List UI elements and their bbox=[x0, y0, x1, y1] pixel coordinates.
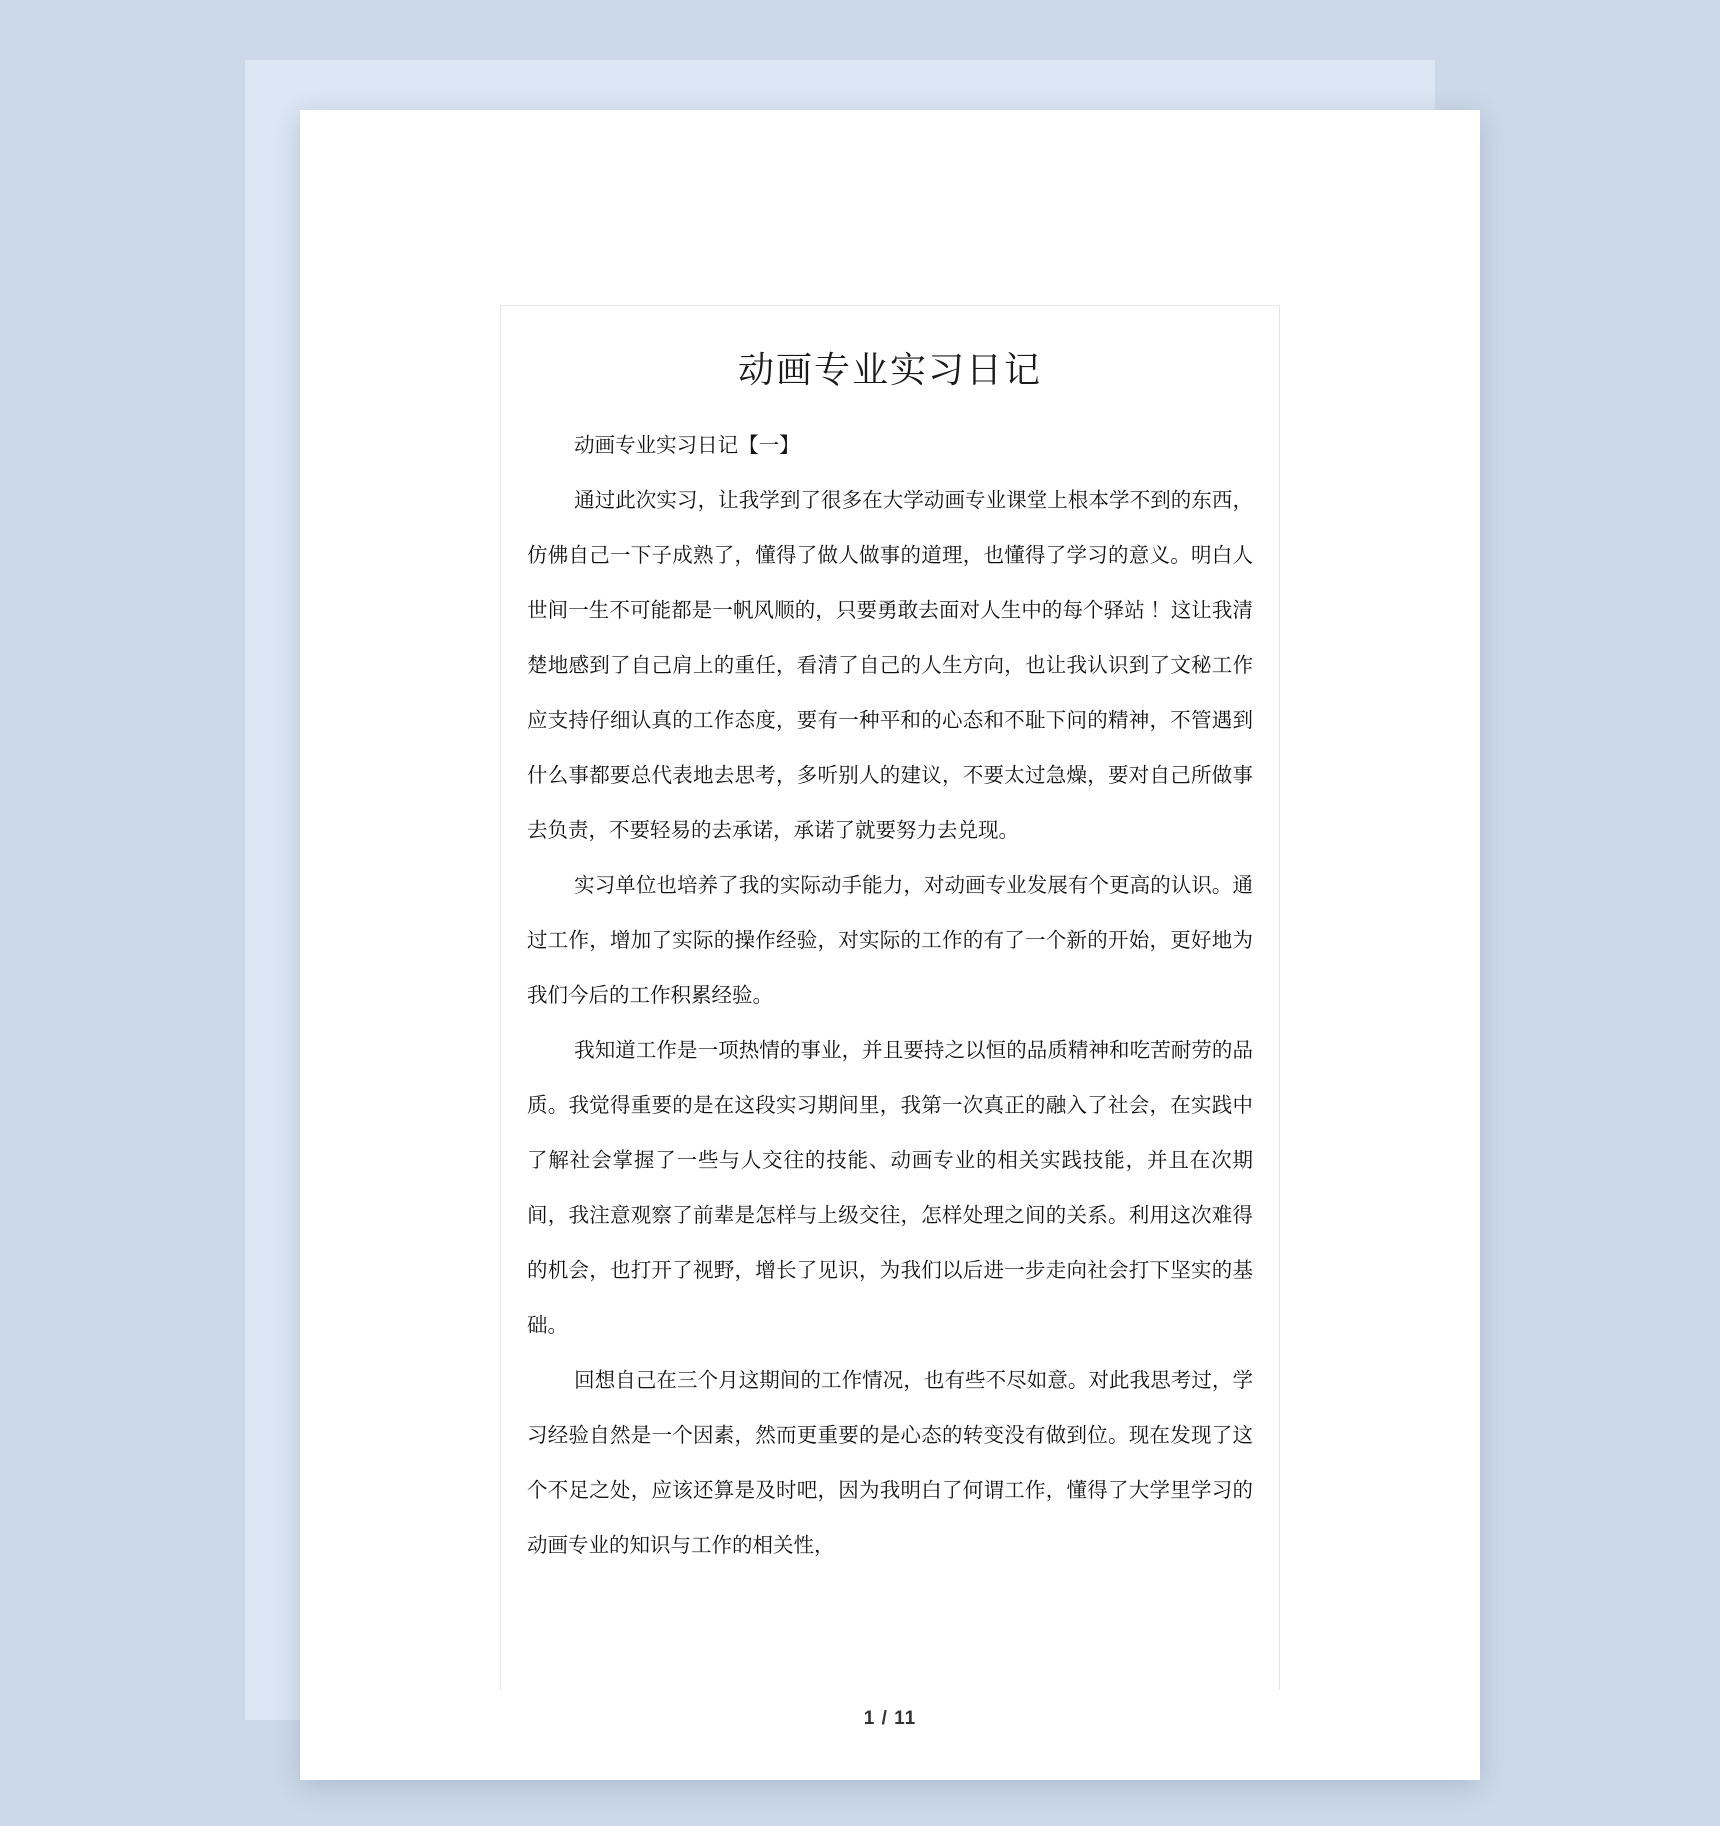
paragraph: 回想自己在三个月这期间的工作情况，也有些不尽如意。对此我思考过，学习经验自然是一个因素，然而更重要的是心态的转变没有做到位。现在发现了这个不足之处，应该还算是及时吧，因为我明白了何谓工作，懂得了大学里学习的动画专业的知识与工作的相关性， bbox=[527, 1370, 1253, 1557]
paragraph: 通过此次实习，让我学到了很多在大学动画专业课堂上根本学不到的东西，仿佛自己一下子成熟了，懂得了做人做事的道理，也懂得了学习的意义。明白人世间一生不可能都是一帆风顺的，只要勇敢去面对人生中的每个驿站 ！这让我清楚地感到了自己肩上的重任，看清了自己的人生方向，也让我认识到了文秘工作应支持仔细认真的工作态度，要有一种平和的心态和不耻下问的精神，不管遇到什么事都要总代表地去思考，多听别人的建议，不要太过急燥，要对自己所做事去负责，不要轻易的去承诺，承诺了就要努力去兑现。 bbox=[527, 490, 1253, 842]
document-page bbox=[300, 110, 1480, 1780]
document-subtitle: 动画专业实习日记【一】 bbox=[574, 435, 800, 457]
page-title: 动画专业实习日记 bbox=[737, 350, 1042, 390]
page-number-indicator: 1 / 11 bbox=[863, 1708, 917, 1729]
paragraph: 我知道工作是一项热情的事业，并且要持之以恒的品质精神和吃苦耐劳的品质。我觉得重要的是在这段实习期间里，我第一次真正的融入了社会，在实践中了解社会掌握了一些与人交往的技能、动画专业的相关实践技能，并且在次期间，我注意观察了前辈是怎样与上级交往，怎样处理之间的关系。利用这次难得的机会，也打开了视野，增长了见识，为我们以后进一步走向社会打下坚实的基础。 bbox=[527, 1040, 1253, 1337]
paragraph: 实习单位也培养了我的实际动手能力，对动画专业发展有个更高的认识。通过工作，增加了实际的操作经验，对实际的工作的有了一个新的开始，更好地为我们今后的工作积累经验。 bbox=[527, 875, 1253, 1007]
document-content-frame bbox=[500, 305, 1280, 1690]
document-body bbox=[501, 419, 1279, 1574]
